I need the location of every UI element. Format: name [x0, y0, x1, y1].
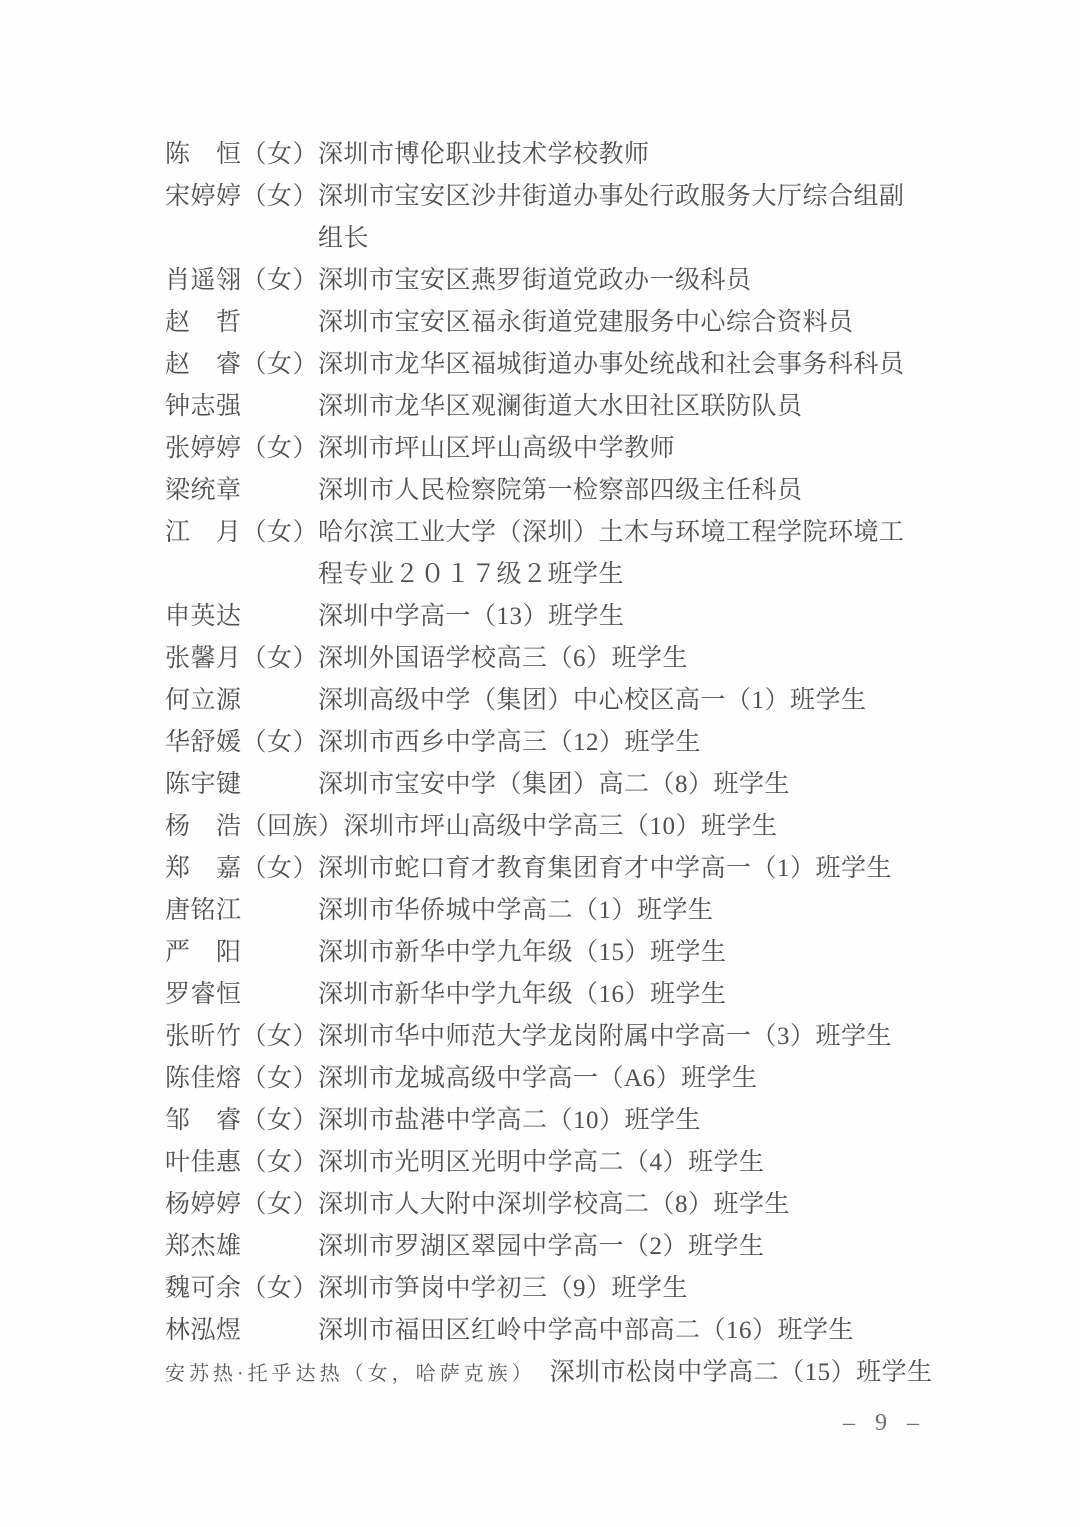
person-name: 宋婷婷（女）	[165, 183, 319, 210]
list-item	[165, 932, 1010, 974]
person-description: 深圳市新华中学九年级（16）班学生	[318, 981, 727, 1008]
list-item	[165, 1268, 1010, 1310]
list-item	[165, 176, 1010, 260]
list-item	[165, 722, 1010, 764]
list-item	[165, 1058, 1010, 1100]
person-name: 严 阳	[165, 939, 242, 966]
person-name: 郑 嘉（女）	[165, 855, 319, 882]
person-description: 深圳市宝安区沙井街道办事处行政服务大厅综合组副组长	[318, 183, 905, 252]
person-description: 深圳市西乡中学高三（12）班学生	[318, 729, 702, 756]
person-name: 杨婷婷（女）	[165, 1191, 319, 1218]
page-number: – 9 –	[843, 1410, 926, 1436]
list-item	[165, 596, 1010, 638]
list-item	[165, 680, 1010, 722]
person-description: 深圳高级中学（集团）中心校区高一（1）班学生	[318, 687, 867, 714]
list-item	[165, 764, 1010, 806]
person-description: 深圳市蛇口育才教育集团育才中学高一（1）班学生	[318, 855, 893, 882]
person-name: 华舒媛（女）	[165, 729, 319, 756]
person-name: 唐铭江	[165, 897, 242, 924]
list-item	[165, 1184, 1010, 1226]
person-description: 深圳市新华中学九年级（15）班学生	[318, 939, 727, 966]
person-name: 陈 恒（女）	[165, 141, 319, 168]
list-item	[165, 1310, 1010, 1352]
person-description: 深圳市宝安区燕罗街道党政办一级科员	[318, 267, 752, 294]
person-list	[165, 134, 1010, 1395]
list-item	[165, 302, 1010, 344]
person-name: 肖遥翎（女）	[165, 267, 319, 294]
list-item	[165, 890, 1010, 932]
person-name: 陈佳熔（女）	[165, 1065, 319, 1092]
person-description: 深圳市龙华区观澜街道大水田社区联防队员	[318, 393, 803, 420]
person-description: 深圳市松岗中学高二（15）班学生	[549, 1359, 933, 1386]
list-item	[165, 470, 1010, 512]
list-item	[165, 848, 1010, 890]
person-description: 深圳外国语学校高三（6）班学生	[318, 645, 689, 672]
person-name: 梁统章	[165, 477, 242, 504]
person-description: 哈尔滨工业大学（深圳）土木与环境工程学院环境工 程专业２０１７级２班学生	[318, 519, 905, 588]
person-description: 深圳市博伦职业技术学校教师	[318, 141, 650, 168]
list-item	[165, 1100, 1010, 1142]
person-name: 叶佳惠（女）	[165, 1149, 319, 1176]
person-description: 深圳市光明区光明中学高二（4）班学生	[318, 1149, 765, 1176]
person-description: 深圳市人大附中深圳学校高二（8）班学生	[318, 1191, 791, 1218]
list-item	[165, 428, 1010, 470]
list-item	[165, 386, 1010, 428]
person-description: 深圳市人民检察院第一检察部四级主任科员	[318, 477, 803, 504]
person-description: 深圳市宝安区福永街道党建服务中心综合资料员	[318, 309, 854, 336]
list-item	[165, 344, 1010, 386]
person-description: 深圳市笋岗中学初三（9）班学生	[318, 1275, 689, 1302]
person-name: 赵 哲	[165, 309, 242, 336]
person-name: 邹 睿（女）	[165, 1107, 319, 1134]
person-description: 深圳市华侨城中学高二（1）班学生	[318, 897, 714, 924]
list-item	[165, 1142, 1010, 1184]
person-name: 郑杰雄	[165, 1233, 242, 1260]
list-item	[165, 1226, 1010, 1268]
person-name: 魏可余（女）	[165, 1275, 319, 1302]
person-description: 深圳市宝安中学（集团）高二（8）班学生	[318, 771, 791, 798]
person-name: 申英达	[165, 603, 242, 630]
list-item	[165, 974, 1010, 1016]
list-item	[165, 260, 1010, 302]
list-item	[165, 1016, 1010, 1058]
person-name: 江 月（女）	[165, 519, 319, 546]
person-description: 深圳市福田区红岭中学高中部高二（16）班学生	[318, 1317, 855, 1344]
list-item	[165, 638, 1010, 680]
person-name: 陈宇键	[165, 771, 242, 798]
person-description: 深圳市龙城高级中学高一（A6）班学生	[318, 1065, 758, 1092]
person-description: 深圳市罗湖区翠园中学高一（2）班学生	[318, 1233, 765, 1260]
person-name: 赵 睿（女）	[165, 351, 319, 378]
list-item	[165, 512, 1010, 596]
person-name: 张馨月（女）	[165, 645, 319, 672]
person-description: 深圳市龙华区福城街道办事处统战和社会事务科科员	[318, 351, 905, 378]
person-name: 杨 浩（回族）	[165, 813, 344, 840]
list-item	[165, 806, 1010, 848]
person-description: 深圳市坪山区坪山高级中学教师	[318, 435, 676, 462]
list-item	[165, 1352, 1010, 1395]
person-description: 深圳市华中师范大学龙岗附属中学高一（3）班学生	[318, 1023, 893, 1050]
person-description: 深圳市盐港中学高二（10）班学生	[318, 1107, 702, 1134]
person-name: 何立源	[165, 687, 242, 714]
list-item	[165, 134, 1010, 176]
person-description: 深圳市坪山高级中学高三（10）班学生	[343, 813, 778, 840]
person-name: 张昕竹（女）	[165, 1023, 319, 1050]
person-name: 张婷婷（女）	[165, 435, 319, 462]
person-name: 罗睿恒	[165, 981, 242, 1008]
person-description: 深圳中学高一（13）班学生	[318, 603, 625, 630]
person-name: 安苏热·托乎达热（女，哈萨克族）	[165, 1363, 536, 1385]
person-name: 林泓煜	[165, 1317, 242, 1344]
person-name: 钟志强	[165, 393, 242, 420]
